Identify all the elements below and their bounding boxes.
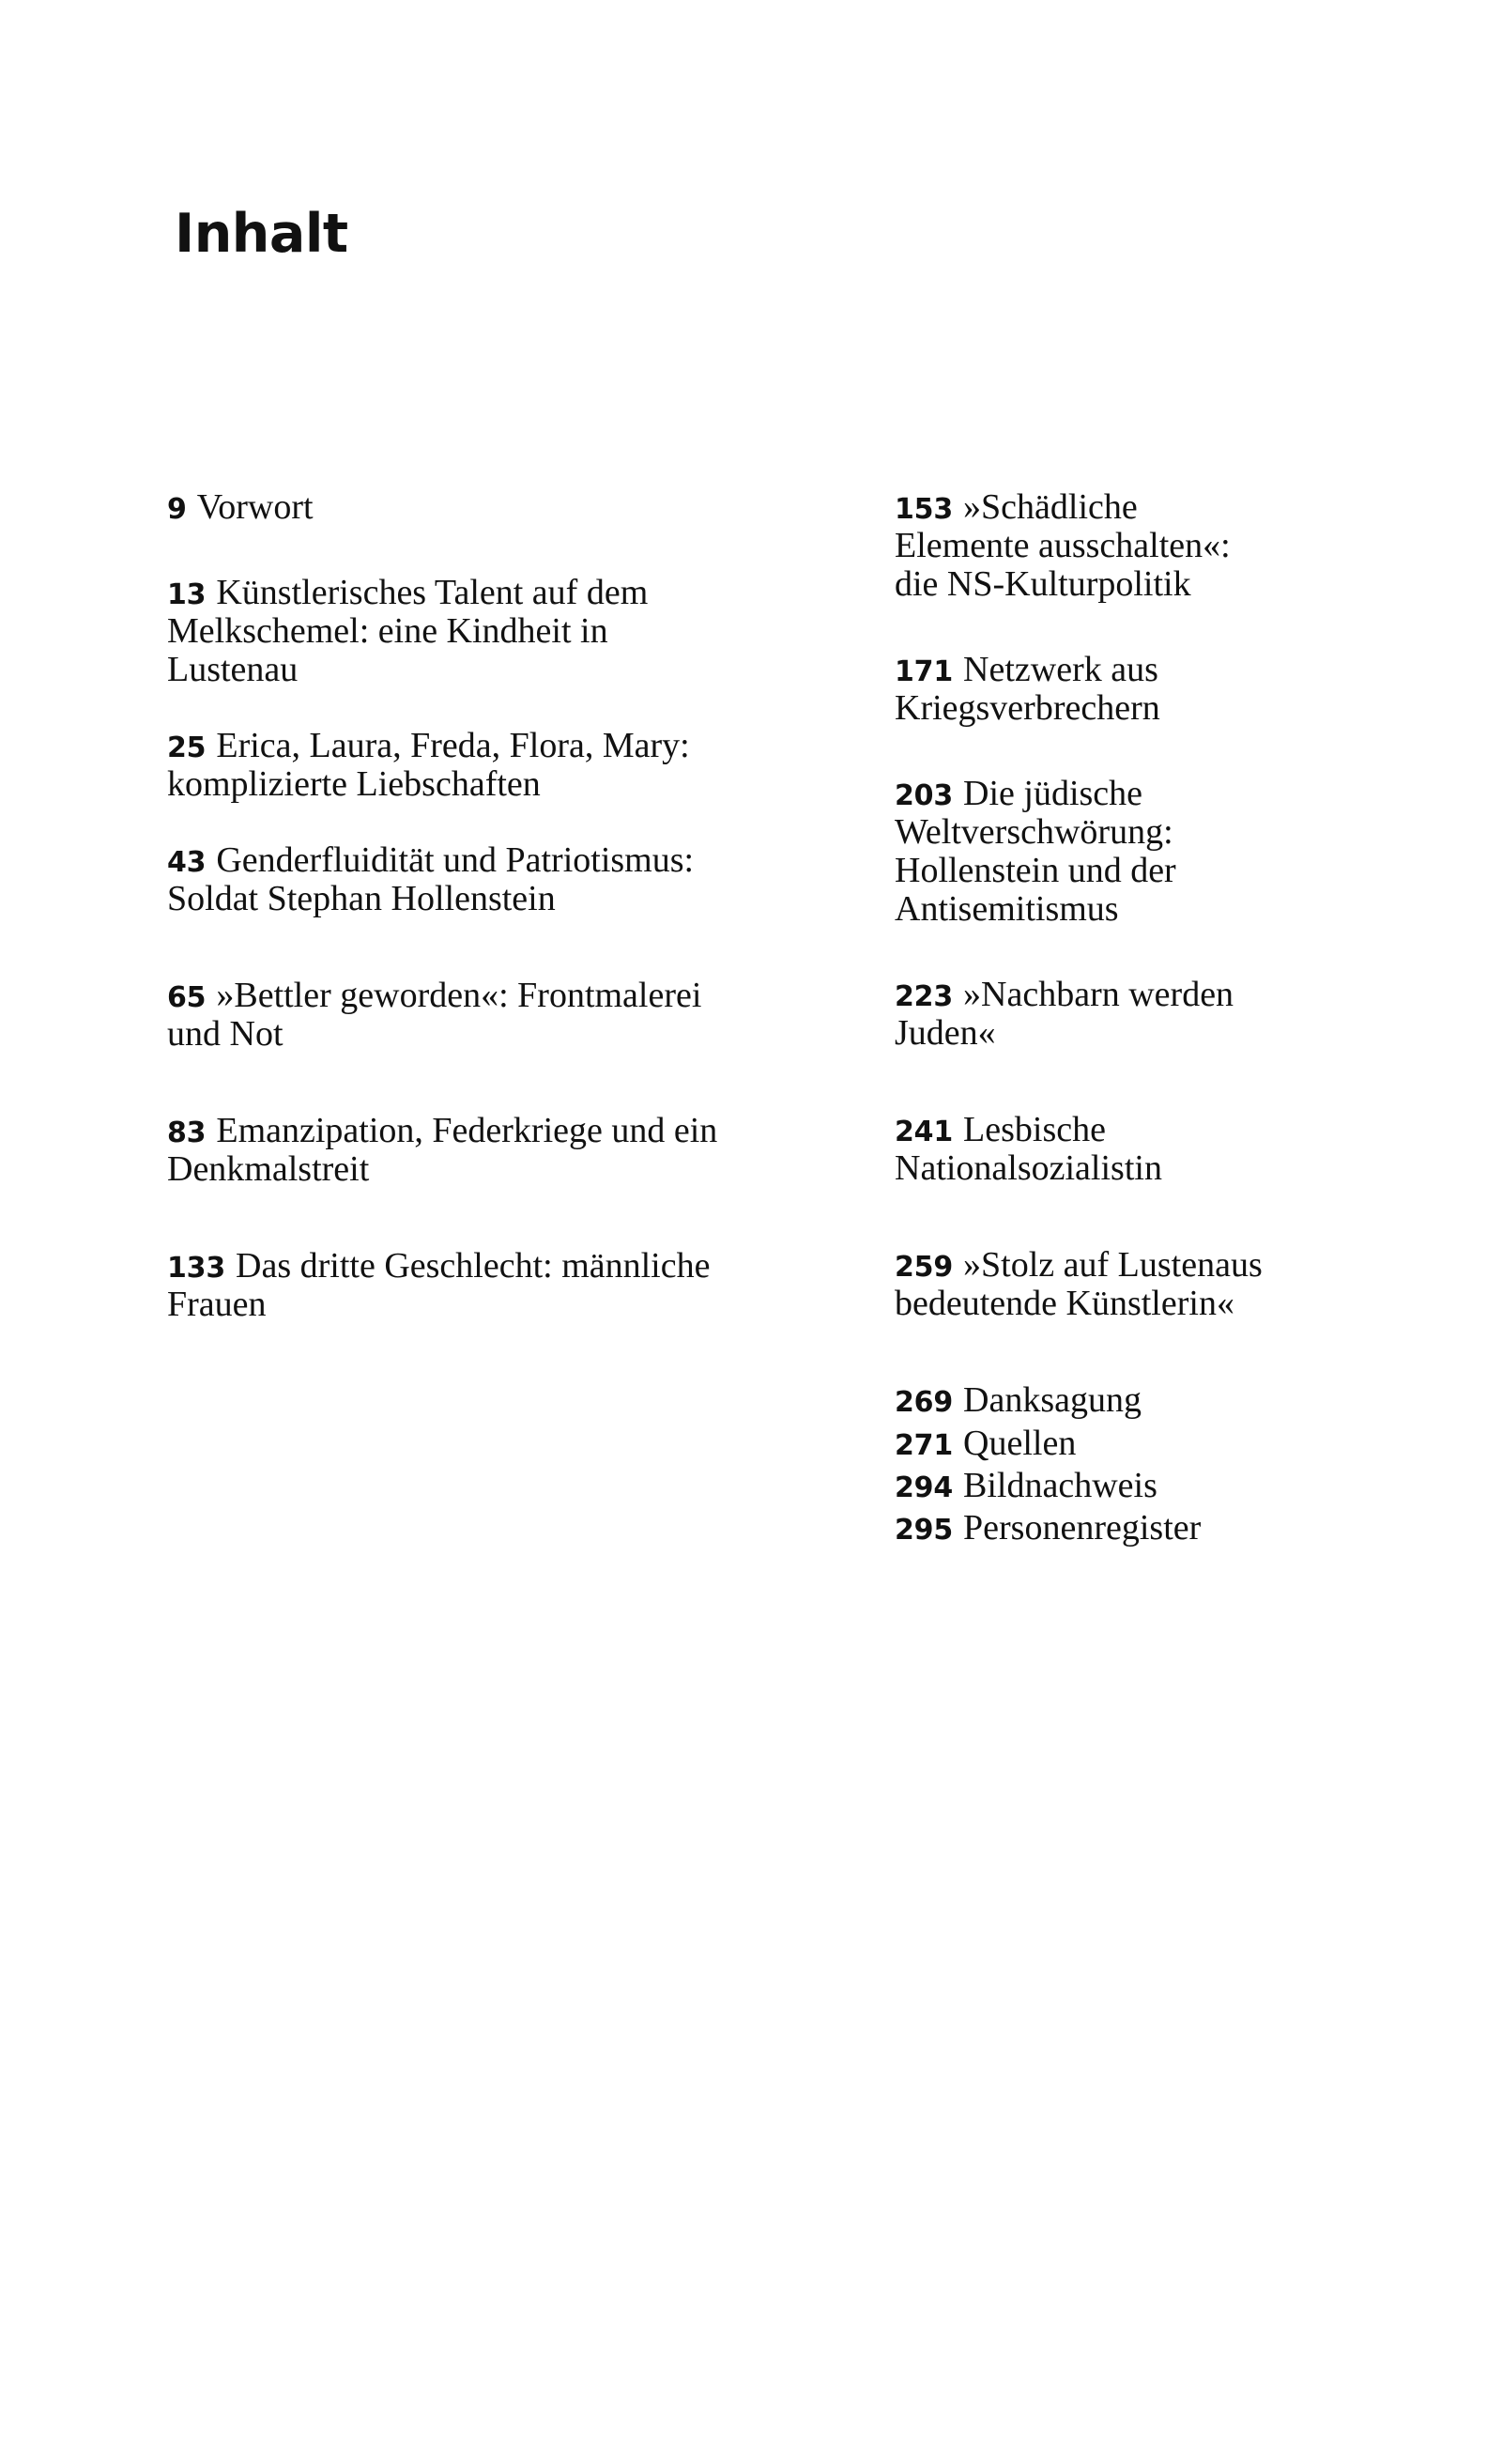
toc-page-number: 43 (167, 846, 207, 880)
toc-entry-title: Die jüdische Weltverschwörung: Hollenstein und der Antisemitismus (895, 774, 1176, 930)
toc-entry[interactable] (167, 574, 721, 689)
table-of-contents (167, 488, 1341, 1551)
toc-page-number: 259 (895, 1251, 954, 1285)
toc-entry-title: »Stolz auf Lustenaus bedeutende Künstlerin« (895, 1245, 1263, 1324)
toc-entry-title: Künstlerisches Talent auf dem Melkschemel: eine Kindheit in Lustenau (167, 573, 649, 690)
toc-entry[interactable] (895, 1246, 1275, 1323)
toc-entry[interactable] (895, 1424, 1275, 1463)
toc-entry-title: Bildnachweis (963, 1465, 1157, 1505)
toc-entry-title: Genderfluidität und Patriotismus: Soldat Stephan Hollenstein (167, 840, 695, 919)
toc-entry[interactable] (167, 977, 721, 1054)
toc-entry[interactable] (895, 1381, 1275, 1420)
toc-page-number: 13 (167, 578, 207, 612)
toc-entry[interactable] (895, 1509, 1275, 1548)
toc-entry-title: Das dritte Geschlecht: männliche Frauen (167, 1246, 711, 1325)
toc-entry-title: Personenregister (963, 1507, 1202, 1548)
toc-entry-title: Erica, Laura, Freda, Flora, Mary: komplizierte Liebschaften (167, 726, 690, 805)
toc-column-left (167, 488, 721, 1551)
toc-entry[interactable] (895, 651, 1275, 728)
toc-page-number: 9 (167, 493, 187, 526)
toc-entry[interactable] (895, 976, 1275, 1053)
toc-entry-title: Netzwerk aus Kriegsverbrechern (895, 650, 1160, 729)
toc-entry[interactable] (167, 1112, 721, 1189)
toc-page-number: 83 (167, 1116, 207, 1150)
toc-page-number: 171 (895, 655, 954, 689)
toc-column-right (721, 488, 1275, 1551)
toc-entry-title: Vorwort (196, 487, 314, 527)
toc-page-number: 133 (167, 1252, 226, 1286)
toc-page-number: 294 (895, 1471, 954, 1504)
toc-entry[interactable] (895, 1111, 1275, 1188)
toc-page-number: 295 (895, 1513, 954, 1547)
toc-page-number: 203 (895, 779, 954, 813)
toc-entry[interactable] (895, 775, 1275, 929)
toc-page-number: 65 (167, 981, 207, 1015)
toc-entry[interactable] (167, 841, 721, 918)
toc-entry-title: »Nachbarn werden Juden« (895, 975, 1234, 1054)
toc-entry-title: Lesbische Nationalsozialistin (895, 1110, 1162, 1189)
toc-entry[interactable] (895, 1467, 1275, 1505)
toc-entry-title: Danksagung (963, 1380, 1142, 1421)
toc-entry-title: »Bettler geworden«: Frontmalerei und Not (167, 976, 702, 1055)
toc-page-number: 269 (895, 1386, 954, 1420)
toc-entry[interactable] (895, 488, 1275, 604)
page-title: Inhalt (175, 203, 348, 266)
toc-page-number: 153 (895, 493, 954, 526)
toc-page-number: 241 (895, 1116, 954, 1149)
toc-entry[interactable] (167, 1247, 721, 1324)
toc-entry[interactable] (167, 488, 721, 527)
toc-entry-title: Quellen (963, 1423, 1077, 1463)
toc-entry[interactable] (167, 727, 721, 804)
toc-page-number: 271 (895, 1428, 954, 1462)
toc-page-number: 223 (895, 980, 954, 1014)
toc-entry-title: »Schädliche Elemente ausschalten«: die NS-Kulturpolitik (895, 487, 1231, 605)
toc-entry-title: Emanzipation, Federkriege und ein Denkmalstreit (167, 1111, 718, 1190)
toc-page-number: 25 (167, 732, 207, 765)
